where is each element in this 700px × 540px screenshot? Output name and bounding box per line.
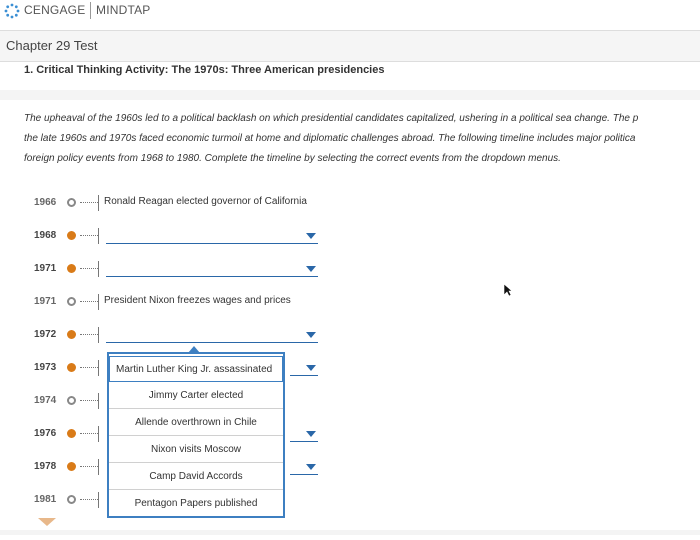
timeline-year: 1978 <box>34 461 57 472</box>
intro-line: The upheaval of the 1960s led to a political backlash on which presidential candidates capitalized, ushering in a political sea change. The p <box>24 113 639 124</box>
chapter-bar <box>0 30 700 62</box>
dropdown-option[interactable]: Pentagon Papers published <box>134 498 258 509</box>
dropdown-option[interactable]: Allende overthrown in Chile <box>109 410 283 436</box>
event-dropdown[interactable] <box>106 262 318 277</box>
timeline-connector <box>80 334 98 335</box>
question-title: 1. Critical Thinking Activity: The 1970s: Three American presidencies <box>24 64 385 76</box>
timeline-node-filled-icon <box>67 264 76 273</box>
timeline-connector <box>80 400 98 401</box>
timeline-connector <box>80 235 98 236</box>
dropdown-option[interactable]: Martin Luther King Jr. assassinated <box>109 356 283 382</box>
timeline-tick <box>98 228 99 244</box>
timeline-node-filled-icon <box>67 231 76 240</box>
timeline-year: 1972 <box>34 329 57 340</box>
timeline-year: 1968 <box>34 230 57 241</box>
timeline-connector <box>80 466 98 467</box>
question-intro <box>24 109 700 169</box>
event-dropdown[interactable] <box>106 328 318 343</box>
event-dropdown-toggle[interactable] <box>290 460 318 475</box>
timeline-connector <box>80 202 98 203</box>
event-dropdown[interactable] <box>106 229 318 244</box>
timeline-node-filled-icon <box>67 330 76 339</box>
timeline-connector <box>80 499 98 500</box>
timeline-year: 1973 <box>34 362 57 373</box>
scroll-down-icon[interactable] <box>38 518 56 526</box>
timeline-event: Ronald Reagan elected governor of California <box>104 196 307 207</box>
brand-divider <box>90 2 91 19</box>
timeline-tick <box>98 393 99 409</box>
timeline-node-hollow-icon <box>67 396 76 405</box>
timeline-tick <box>98 261 99 277</box>
timeline-tick <box>98 360 99 376</box>
event-dropdown-toggle[interactable] <box>290 427 318 442</box>
timeline-node-hollow-icon <box>67 495 76 504</box>
timeline-tick <box>98 327 99 343</box>
timeline-connector <box>80 367 98 368</box>
intro-line: the late 1960s and 1970s faced economic turmoil at home and diplomatic challenges abroad. The following timeline includes major politica <box>24 133 636 144</box>
brand-name: CENGAGE <box>24 3 86 17</box>
timeline-year: 1971 <box>34 296 57 307</box>
timeline-node-filled-icon <box>67 462 76 471</box>
timeline-row <box>30 292 330 314</box>
timeline-connector <box>80 268 98 269</box>
timeline-year: 1966 <box>34 197 57 208</box>
timeline-tick <box>98 294 99 310</box>
timeline-event: President Nixon freezes wages and prices <box>104 295 291 306</box>
chevron-down-icon[interactable] <box>306 233 316 239</box>
dropdown-option[interactable]: Camp David Accords <box>109 464 283 490</box>
dropdown-menu <box>107 352 285 518</box>
chevron-down-icon[interactable] <box>306 266 316 272</box>
timeline-year: 1971 <box>34 263 57 274</box>
timeline-tick <box>98 492 99 508</box>
intro-line: foreign policy events from 1968 to 1980. Complete the timeline by selecting the correct events from the dropdown menus. <box>24 153 561 164</box>
timeline-tick <box>98 426 99 442</box>
chevron-down-icon[interactable] <box>306 332 316 338</box>
timeline-tick <box>98 459 99 475</box>
timeline-node-filled-icon <box>67 429 76 438</box>
timeline-year: 1976 <box>34 428 57 439</box>
chevron-down-icon[interactable] <box>306 464 316 470</box>
timeline-connector <box>80 301 98 302</box>
cengage-logo-icon <box>4 3 20 19</box>
dropdown-option[interactable]: Jimmy Carter elected <box>109 383 283 409</box>
timeline-year: 1981 <box>34 494 57 505</box>
timeline-node-hollow-icon <box>67 198 76 207</box>
chevron-down-icon[interactable] <box>306 431 316 437</box>
timeline-row <box>30 193 330 215</box>
top-bar <box>0 0 700 22</box>
timeline-year: 1974 <box>34 395 57 406</box>
dropdown-option[interactable]: Nixon visits Moscow <box>109 437 283 463</box>
chevron-down-icon[interactable] <box>306 365 316 371</box>
mouse-cursor-icon <box>503 283 513 297</box>
timeline-node-filled-icon <box>67 363 76 372</box>
product-name: MINDTAP <box>96 3 151 17</box>
event-dropdown-toggle[interactable] <box>290 361 318 376</box>
timeline-node-hollow-icon <box>67 297 76 306</box>
timeline-connector <box>80 433 98 434</box>
chapter-title: Chapter 29 Test <box>6 38 98 53</box>
timeline-tick <box>98 195 99 211</box>
